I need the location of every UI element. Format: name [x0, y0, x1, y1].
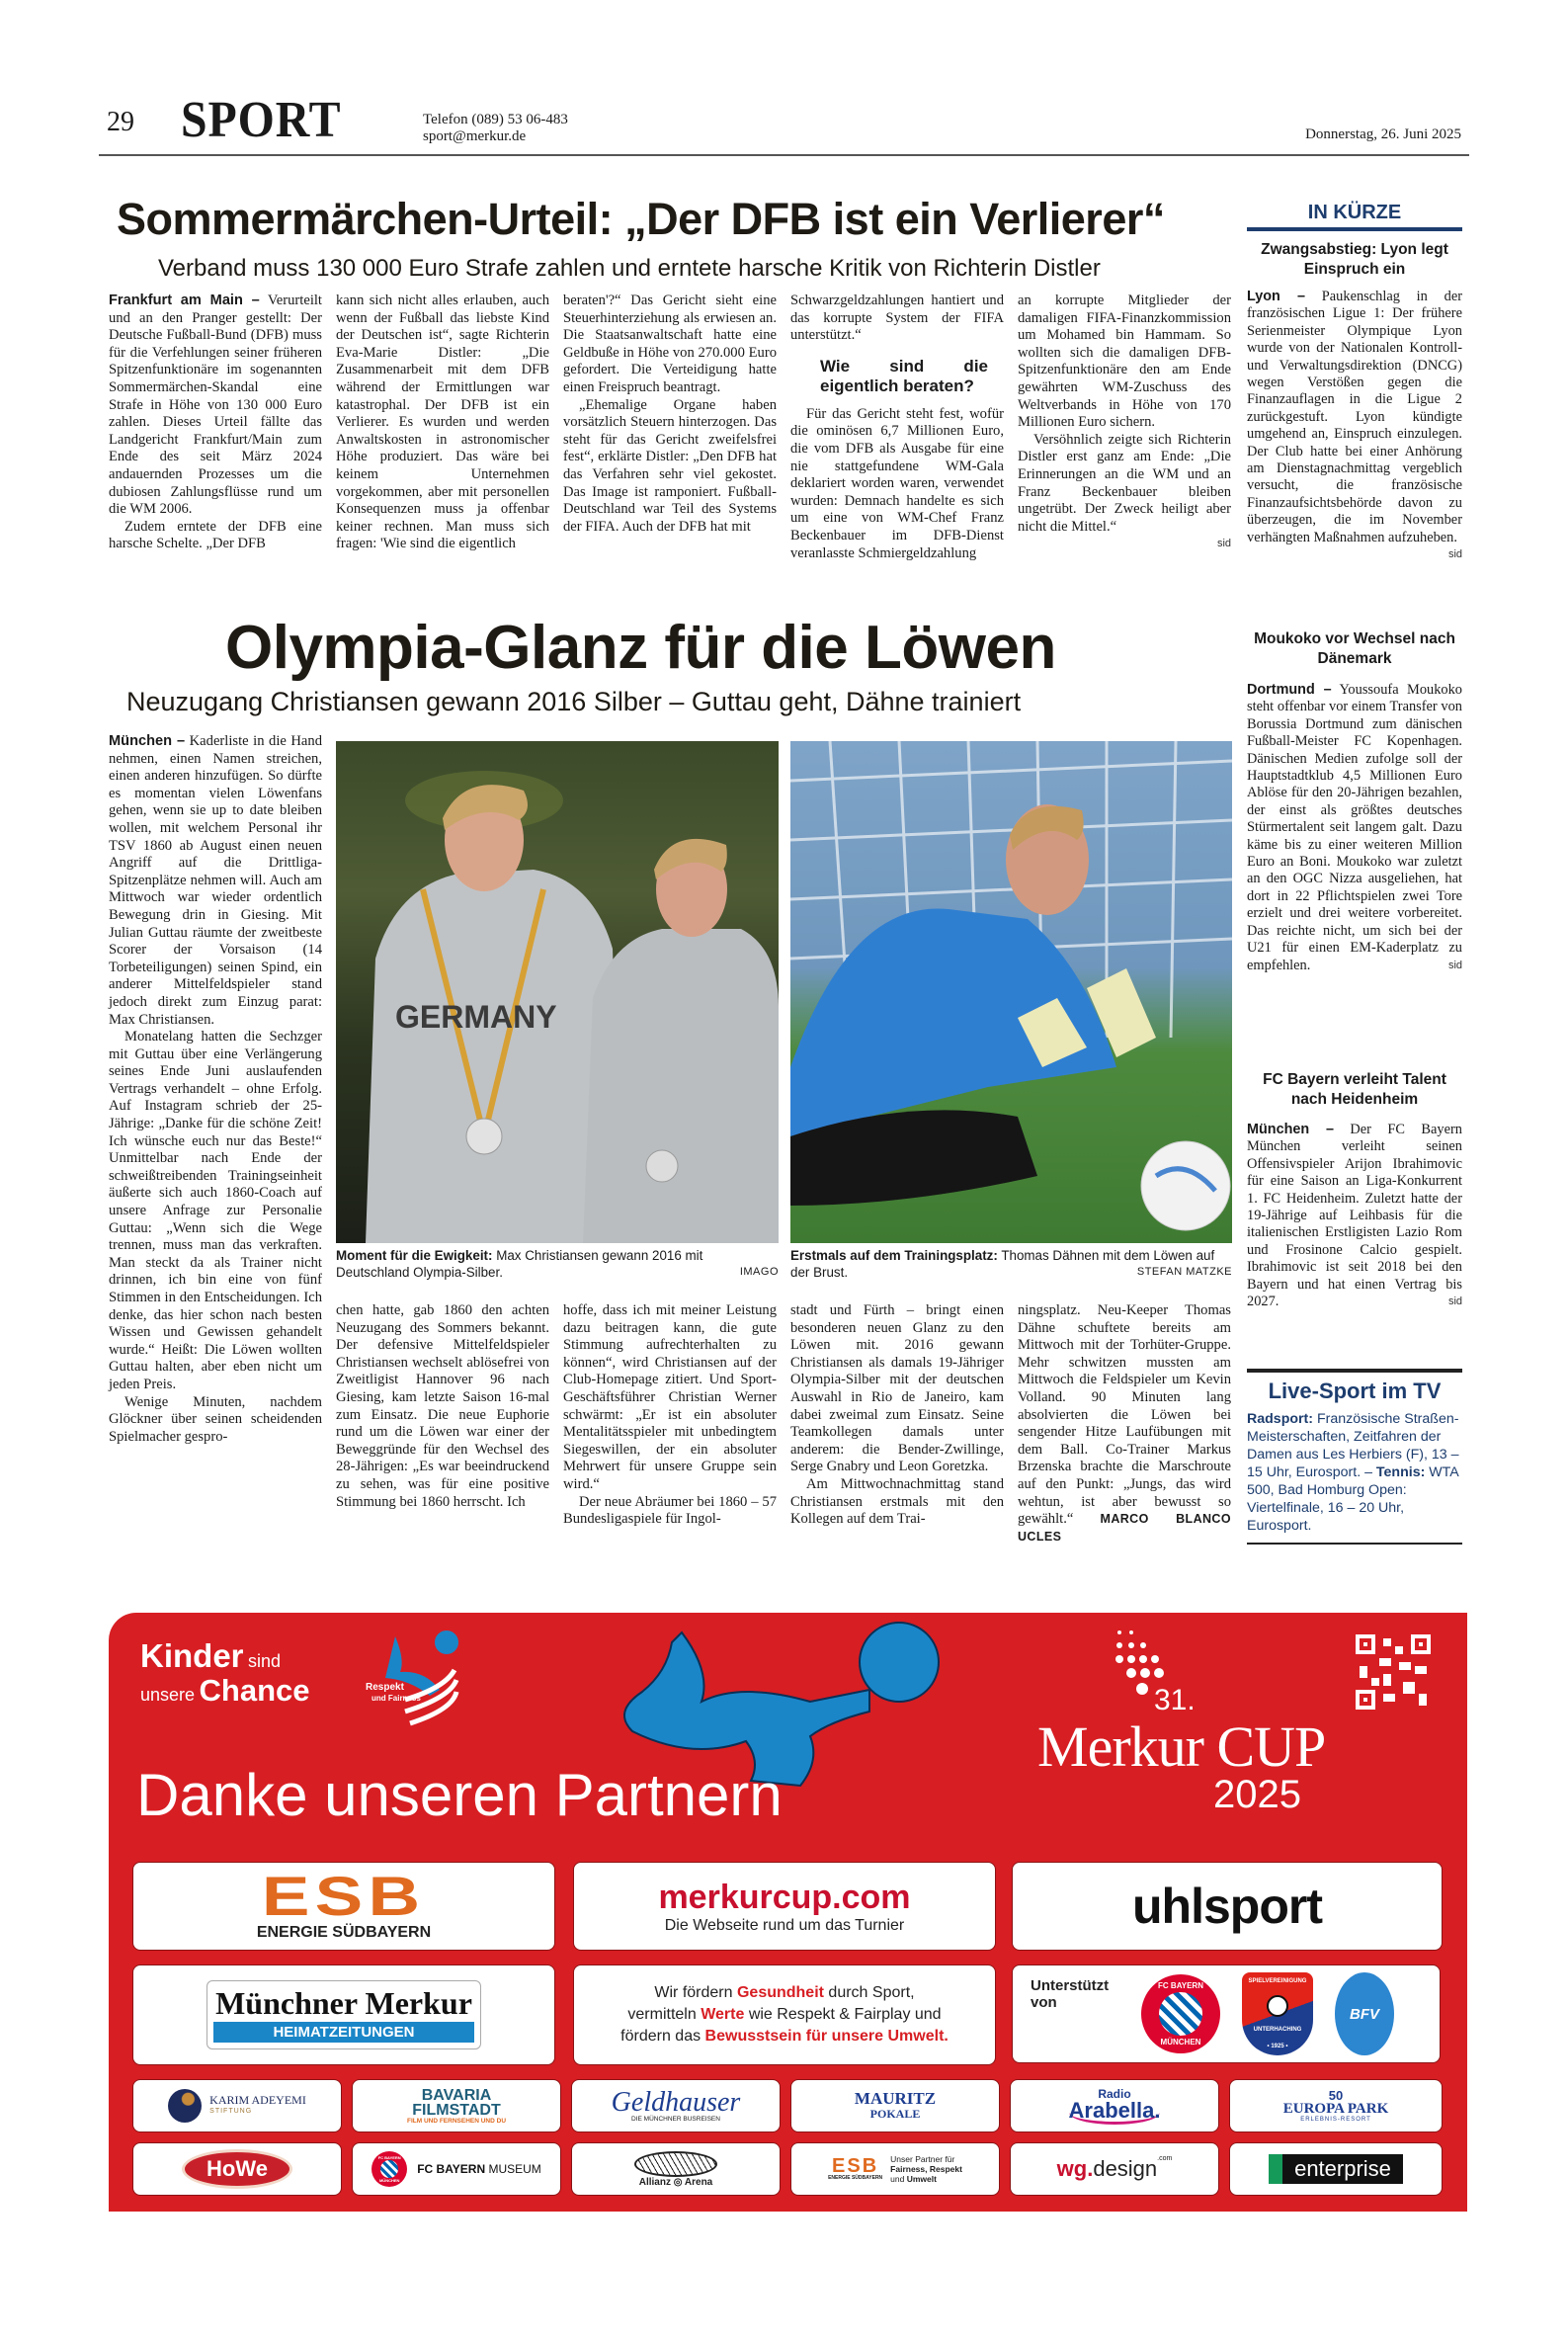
- partner-card-website[interactable]: [573, 1862, 996, 1951]
- article2-column-3: hoffe, dass ich mit meiner Leistung dazu beitragen kann, die gute Stimmung aufrechterhalten zu können“, wird Christiansen auf der Club-Homepage zitiert. Und Sport-Geschäftsführer Christian Werner schwärmt: „Er ist ein absoluter Mentalitätsspieler mit unbedingtem Siegeswillen, der ein absoluter Mehrwert für unsere Gruppe sein wird.“ Der neue Abräumer bei 1860 – 57 Bundesligaspiele für Ingol-: [563, 1302, 777, 1528]
- supported-by: [1012, 1964, 1441, 2063]
- jersey-text: GERMANY: [395, 999, 557, 1035]
- esb-name: ENERGIE SÜDBAYERN: [256, 1924, 432, 1941]
- photo-olympia-medal: [336, 741, 779, 1243]
- fc-bayern-crest-icon[interactable]: FC BAYERN MÜNCHEN: [1141, 1974, 1220, 2053]
- partner-fc-bayern-museum[interactable]: FC BAYERN MÜNCHEN FC BAYERN MUSEUM: [352, 2142, 561, 2196]
- source-tag: sid: [1216, 538, 1231, 550]
- sidebar-headline-2: Moukoko vor Wechsel nach Dänemark: [1254, 630, 1455, 667]
- website-sub: Die Webseite rund um das Turnier: [664, 1916, 905, 1934]
- tv-listing: Radsport: Französische Straßen-Meisterschaften, Zeitfahren der Damen aus Les Herbiers (F), 13 – 15 Uhr, Eurosport. – Tennis: WTA 500, Bad Homburg Open: Viertelfinale, 16 – 20 Uhr, Eurosport.: [1247, 1411, 1459, 1534]
- partner-europa-park[interactable]: 50 EUROPA PARK ERLEBNIS-RESORT: [1229, 2079, 1443, 2132]
- partner-allianz-arena[interactable]: Allianz ◎ Arena: [571, 2142, 781, 2196]
- qr-code[interactable]: [1356, 1634, 1431, 1710]
- article2-column-5: ningsplatz. Neu-Keeper Thomas Dähne schuftete bereits am Mittwoch mit der Torhüter-Gruppe. Mehr schwitzen mussten am Mittwoch die Feldspieler um Kevin Volland. 90 Minuten lang absolvierten die Löwen bei sengender Hitze Laufübungen mit dem Ball. Co-Trainer Markus Brzenska brachte die Marschroute auf den Punkt: „Jungs, das wird wehtun, ist aber bewusst so gewählt.“ MARCO BLANCO UCLES: [1018, 1302, 1231, 1544]
- article2-column-1: München – Kaderliste in die Hand nehmen, einen Namen streichen, einen anderen hinzufügen. So dürfte es momentan vielen Löwenfans gehen, wenn sie up to date bleiben wollen, mit welchem Personal ihr TSV 1860 ab August einen neuen Angriff auf die Drittliga-Spitzenplätze nehmen will. Auch am Mittwoch war wieder ordentlich Bewegung drin in Giesing. Mit Julian Guttau räumte der zweitbeste Scorer der Vorsaison (14 Torbeteiligungen) seinen Spind, ein anderer Mittelfeldspieler stand jedoch direkt zum Einzug parat: Max Christiansen. Monatelang hatten die Sechzger mit Guttau über eine Verlängerung seines Ende Juni auslaufenden Vertrags verhandelt – ohne Erfolg. Auf Instagram schrieb der 25-Jährige: „Danke für die schöne Zeit! Ich wünsche euch nur das Beste!“ Unmittelbar nach Ende der schweißtreibenden Trainingseinheit äußerte sich auch 1860-Coach auf unsere Anfrage zur Personalie Guttau: „Wenn sich die Wege trennen, muss man das verkraften. Man steckt da als Trainer nicht drinnen, ich bin eine von fünf Stimmen in den Entscheidungen. Ich denke, das hier schon nach besten Wissen und Gewissen gehandelt wurde.“ Heißt: Die Löwen wollten Guttau halten, aber eben nicht um jeden Preis. Wenige Minuten, nachdem Glöckner über seinen scheidenden Spielmacher gespro-: [109, 733, 322, 1445]
- article1-headline: Sommermärchen-Urteil: „Der DFB ist ein Verlierer“: [117, 194, 1165, 244]
- article1-column-4: Schwarzgeldzahlungen hantiert und das korrupte System der FIFA unterstützt.“ Wie sind die eigentlich beraten? Für das Gericht steht fest, wofür die ominösen 6,7 Millionen Euro, die vom DFB als Ausgabe für eine nie stattgefundene WM-Gala deklariert worden waren, verwendet wurden: Demnach handelte es sich um eine von WM-Chef Franz Beckenbauer im DFB-Dienst veranlasste Schmiergeldzahlung: [790, 292, 1004, 561]
- mm-logo: Münchner Merkur: [215, 1985, 472, 2021]
- header-rule: [99, 154, 1469, 156]
- sidebar-item-1: Lyon – Paukenschlag in der französischen Ligue 1: Der frühere Serienmeister Olympique Lyon wurde von der Nationalen Kontroll- und Verwaltungsdirektion (DNCG) wegen Verstößen gegen die Finanzauflagen in die Ligue 2 zurückgestuft. Lyon kündigte umgehend an, Einspruch einzulegen. Der Club hatte bei einer Anhörung am Dienstagnachmittag vergeblich versucht, die französische Finanzaufsichtsbehörde davon zu überzeugen, die im November verhängten Maßnahmen aufzuheben. sid: [1247, 289, 1462, 561]
- contact-info: [423, 112, 568, 145]
- merkur-cup-advertisement: [109, 1613, 1467, 2212]
- allianz-arena-icon: [634, 2151, 717, 2177]
- photo1-caption: Moment für die Ewigkeit: Max Christiansen gewann 2016 mit Deutschland Olympia-Silber. IMAGO: [336, 1248, 779, 1280]
- partner-mauritz-pokale[interactable]: MAURITZ POKALE: [790, 2079, 1000, 2132]
- photo-credit: IMAGO: [739, 1266, 779, 1278]
- live-sport-tv-box: [1247, 1369, 1462, 1545]
- sidebar-headline-3: FC Bayern verleiht Talent nach Heidenheim: [1263, 1071, 1446, 1108]
- cup-year: 2025: [1213, 1773, 1301, 1816]
- ad-headline: Danke unseren Partnern: [136, 1762, 783, 1828]
- article2-column-2: chen hatte, gab 1860 den achten Neuzugang des Sommers bekannt. Der defensive Mittelfeldspieler Christiansen wechselt ablösefrei von Zweitligist Hannover 96 nach Giesing, kam letzte Saison 16-mal zum Einsatz. Die neue Euphorie rund um die Löwen war einer der Beweggründe für den Wechsel des 28-Jährigen: „Es war beeindruckend zu sehen, was für eine positive Stimmung bei 1860 herrscht. Ich: [336, 1302, 549, 1510]
- sidebar-item-3: München – Der FC Bayern München verleiht seinen Offensivspieler Arijon Ibrahimovic für eine Saison an Liga-Konkurrent 1. FC Heidenheim. Zuletzt hatte der 19-Jährige auf Leihbasis für die italienischen Erstligisten Lazio Rom und Frosinone Calcio gespielt. Ibrahimovic ist seit 2018 bei den Bayern und hat einen Vertrag bis 2027. sid: [1247, 1122, 1462, 1310]
- article1-column-1: Frankfurt am Main – Verurteilt und an den Pranger gestellt: Der Deutsche Fußball-Bund (DFB) muss für die Verfehlungen seiner früheren Spitzenfunktionäre im sogenannten Sommermärchen-Skandal eine Strafe in Höhe von 130 000 Euro zahlen. Dieses Urteil fällte das Landgericht Frankfurt/Main zum Ende des seit März 2024 andauernden Prozesses um die dubiosen Zahlungsflüsse rund um die WM 2006. Zudem erntete der DFB eine harsche Schelte. „Der DFB: [109, 292, 322, 552]
- partner-card-uhlsport[interactable]: [1012, 1862, 1443, 1951]
- photo-credit: STEFAN MATZKE: [1136, 1266, 1232, 1278]
- partner-geldhauser[interactable]: Geldhauser DIE MÜNCHNER BUSREISEN: [571, 2079, 781, 2132]
- partner-howe[interactable]: HoWe: [132, 2142, 342, 2196]
- partner-radio-arabella[interactable]: Radio Arabella.: [1010, 2079, 1219, 2132]
- article1-subheadline: Verband muss 130 000 Euro Strafe zahlen und erntete harsche Kritik von Richterin Distler: [158, 255, 1101, 282]
- page-number: 29: [107, 107, 134, 137]
- photo2-caption: Erstmals auf dem Trainingsplatz: Thomas Dähnen mit dem Löwen auf der Brust. STEFAN MATZKE: [790, 1248, 1232, 1280]
- mission-statement: Wir fördern Gesundheit durch Sport, vermitteln Werte wie Respekt & Fairplay und fördern das Bewusstsein für unsere Umwelt.: [573, 1964, 996, 2065]
- article1-column-5: an korrupte Mitglieder der damaligen FIFA-Finanzkommission um Mohamed bin Hammam. So wollten sich die damaligen DFB-Spitzenfunktionäre den am Ende gewährten WM-Zuschuss des Weltverbands in Höhe von 170 Millionen Euro sichern. Versöhnlich zeigte sich Richterin Distler erst ganz am Ende: „Die Erinnerungen an die WM und an Franz Beckenbauer bleiben ungetrübt. Der Zweck heiligt aber nicht die Mittel.“ sid: [1018, 292, 1231, 553]
- photo-goalkeeper-training: [790, 741, 1232, 1243]
- partner-esb-fairness[interactable]: ESB ENERGIE SÜDBAYERN Unser Partner für Fairness, Respekt und Umwelt: [790, 2142, 1000, 2196]
- supported-label: Unterstützt von: [1031, 1977, 1110, 2011]
- author-byline: MARCO BLANCO UCLES: [1018, 1512, 1231, 1544]
- partner-card-muenchner-merkur[interactable]: [132, 1964, 555, 2065]
- mm-sub: HEIMATZEITUNGEN: [213, 2022, 474, 2043]
- article2-column-4: stadt und Fürth – bringt einen besonderen neuen Glanz zu den Löwen mit. 2016 gewann Christiansen als damals 19-Jähriger Olympia-Silber mit der deutschen Auswahl in Rio de Janeiro, kam dabei zweimal zum Einsatz. Seine Teamkollegen damals unter anderem: die Bender-Zwillinge, Serge Gnabry und Leon Goretzka. Am Mittwochnachmittag stand Christiansen erstmals mit den Kollegen auf dem Trai-: [790, 1302, 1004, 1528]
- interhead: Wie sind die eigentlich beraten?: [820, 356, 988, 395]
- email[interactable]: sport@merkur.de: [423, 128, 527, 144]
- article1-column-2: kann sich nicht alles erlauben, auch wenn der Fußball das liebste Kind der Deutschen ist“, sagte Richterin Eva-Marie Distler: „Die Zusammenarbeit mit dem DFB während der Ermittlungen war katastrophal. Der DFB ist ein Verlierer. Es wurden und werden Anwaltskosten in astronomischer Höhe produziert. Das wäre bei keinem Unternehmen vorgekommen, aber mit personellen Konsequenzen muss ja offenbar keiner rechnen. Man muss sich fragen: 'Wie sind die eigentlich: [336, 292, 549, 552]
- in-kuerze-title: IN KÜRZE: [1307, 202, 1402, 223]
- uhlsport-logo: uhlsport: [1132, 1879, 1322, 1934]
- article1-column-3: beraten'?“ Das Gericht sieht eine Steuerhinterziehung als erwiesen an. Die Staatsanwaltschaft hatte eine Geldbuße in Höhe von 270.000 Euro gefordert. Die Verteidigung hatte einen Freispruch beantragt. „Ehemalige Organe haben vorsätzlich Steuern hinterzogen. Das steht für das Gericht zweifelsfrei fest“, erklärte Distler: „Den DFB hat das Verfahren sehr viel gekostet. Das Image ist ramponiert. Fußball-Deutschland war Teil des Systems der FIFA. Auch der DFB hat mit: [563, 292, 777, 535]
- bfv-logo-icon[interactable]: BFV: [1335, 1972, 1394, 2055]
- partner-wg-design[interactable]: wg. design $^{.com}$: [1010, 2142, 1219, 2196]
- sidebar-headline-1: Zwangsabstieg: Lyon legt Einspruch ein: [1261, 241, 1448, 278]
- cup-name: Merkur CUP: [1037, 1714, 1326, 1779]
- website-link[interactable]: merkurcup.com: [658, 1878, 911, 1916]
- issue-date: Donnerstag, 26. Juni 2025: [1305, 126, 1461, 142]
- respekt-fairness-logo: Respekt und Fairness: [366, 1630, 484, 1739]
- kinder-logo: Kinder sind unsere Chance: [140, 1637, 310, 1708]
- partner-karim-adeyemi[interactable]: KARIM ADEYEMI STIFTUNG: [132, 2079, 342, 2132]
- partner-enterprise[interactable]: enterprise: [1229, 2142, 1443, 2196]
- photo-olympia-illustration: [336, 741, 779, 1243]
- section-title: SPORT: [181, 92, 342, 148]
- dateline: Frankfurt am Main –: [109, 292, 260, 308]
- qr-code-icon: [1356, 1634, 1431, 1710]
- partner-card-esb[interactable]: [132, 1862, 555, 1951]
- spvgg-unterhaching-crest-icon[interactable]: SPIELVEREINIGUNG UNTERHACHING • 1925 •: [1242, 1972, 1313, 2055]
- fc-bayern-museum-crest-icon: FC BAYERN MÜNCHEN: [371, 2151, 407, 2187]
- article2-subheadline: Neuzugang Christiansen gewann 2016 Silber – Guttau geht, Dähne trainiert: [126, 687, 1022, 716]
- tv-title: Live-Sport im TV: [1268, 1379, 1442, 1403]
- partner-bavaria-filmstadt[interactable]: BAVARIA FILMSTADT FILM UND FERNSEHEN UND DU: [352, 2079, 561, 2132]
- sidebar-item-2: Dortmund – Youssoufa Moukoko steht offenbar vor einem Transfer von Borussia Dortmund zum dänischen Fußball-Meister FC Kopenhagen. Dänischen Medien zufolge soll der Hauptstadtklub 4,5 Millionen Euro Ablöse für den 20-Jährigen bezahlen, der einst als größtes deutsches Stürmertalent seit langem galt. Dazu käme bis zu einer weiteren Million Euro an Boni. Moukoko war zuletzt an den OGC Nizza ausgeliehen, hat dort in 22 Pflichtspielen zwei Tore erzielt und drei weitere vorbereitet. Das reichte nicht, um sich bei der U21 für einen EM-Kaderplatz zu empfehlen. sid: [1247, 682, 1462, 973]
- cup-edition: 31.: [1154, 1684, 1196, 1716]
- article2-headline: Olympia-Glanz für die Löwen: [225, 614, 1056, 682]
- esb-logo: ESB: [262, 1865, 426, 1927]
- karim-adeyemi-icon: [168, 2089, 202, 2123]
- photo-goalkeeper-illustration: [790, 741, 1232, 1243]
- in-kuerze-rule: [1247, 227, 1462, 231]
- phone: Telefon (089) 53 06-483: [423, 112, 568, 127]
